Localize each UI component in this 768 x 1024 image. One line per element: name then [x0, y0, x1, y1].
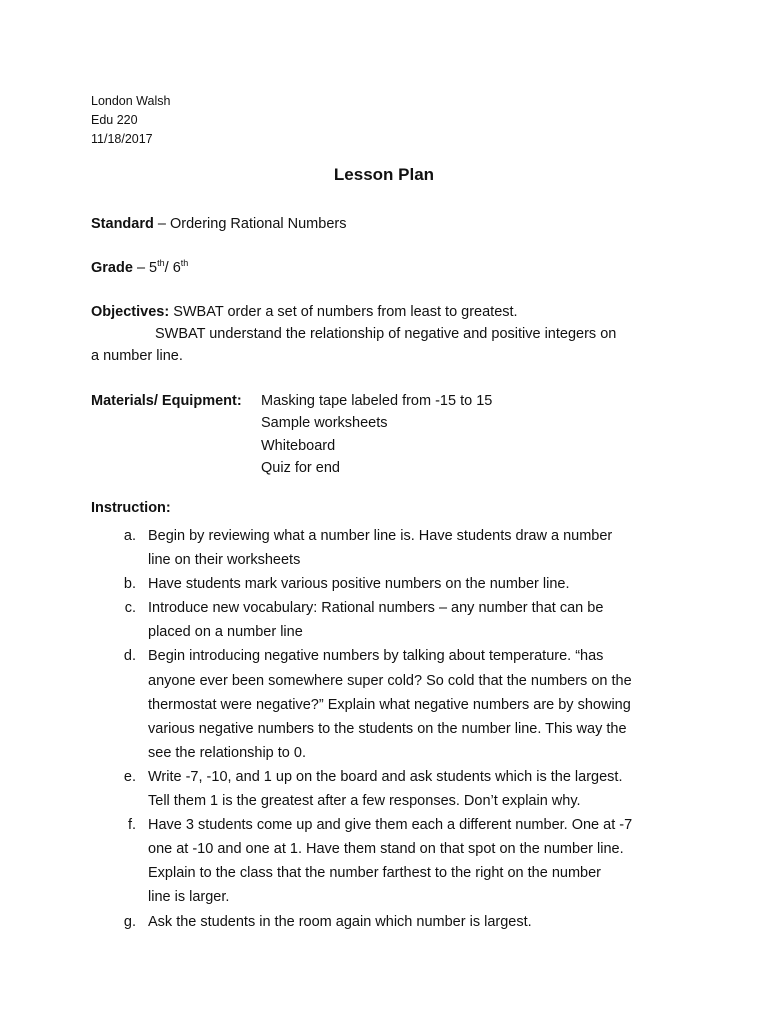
instruction-line: Begin introducing negative numbers by talking about temperature. “has [148, 648, 604, 665]
grade-line [91, 257, 188, 279]
objective-2-part-2: a number line. [91, 348, 183, 364]
instruction-text [136, 813, 691, 909]
objectives-line-1 [91, 301, 518, 323]
material-item: Whiteboard [261, 437, 336, 454]
instruction-line: Have 3 students come up and give them each a different number. One at -7 [148, 817, 633, 834]
instruction-text [136, 524, 691, 572]
material-item: Masking tape labeled from -15 to 15 [261, 393, 493, 409]
page-title: Lesson Plan [333, 165, 435, 184]
instruction-item [91, 765, 691, 813]
grade-second-number: 6 [172, 260, 181, 276]
instruction-letter: c. [124, 600, 136, 617]
instruction-letter: d. [123, 648, 136, 665]
grade-slash: / [164, 260, 173, 276]
instruction-line: various negative numbers to the students on the number line. This way the [148, 720, 627, 737]
instruction-label: Instruction: [91, 500, 171, 516]
instruction-line: anyone ever been somewhere super cold? So cold that the numbers on the [148, 672, 632, 689]
instruction-line: line on their worksheets [148, 552, 301, 569]
header-info [91, 92, 170, 149]
instruction-line: Explain to the class that the number farthest to the right on the number [148, 865, 601, 882]
materials-label-line [91, 390, 242, 412]
materials-label: Materials/ Equipment: [91, 393, 242, 409]
grade-separator: – [132, 260, 150, 276]
instruction-item [91, 910, 691, 934]
standard-separator: – [153, 216, 170, 232]
standard-line [91, 213, 346, 235]
grade-first-number: 5 [149, 260, 158, 276]
grade-label: Grade [91, 260, 133, 276]
instruction-letter: b. [123, 576, 136, 593]
instruction-text [136, 910, 691, 934]
standard-label: Standard [91, 216, 154, 232]
instruction-text [136, 572, 691, 596]
instruction-line: Write -7, -10, and 1 up on the board and ask students which is the largest. [148, 768, 623, 785]
instruction-line: Tell them 1 is the greatest after a few responses. Don’t explain why. [148, 793, 581, 810]
objectives-line-3 [91, 345, 183, 367]
course-name: Edu 220 [91, 113, 138, 127]
instruction-line: Ask the students in the room again which number is largest. [148, 913, 532, 930]
material-item: Sample worksheets [261, 415, 388, 432]
instruction-item [91, 644, 691, 764]
standard-value: Ordering Rational Numbers [169, 216, 347, 232]
instruction-letter: g. [123, 913, 136, 930]
materials-list [261, 390, 492, 479]
objective-1: SWBAT order a set of numbers from least to greatest. [173, 304, 518, 320]
instruction-line: Begin by reviewing what a number line is. Have students draw a number [148, 528, 613, 544]
instruction-text [136, 765, 691, 813]
instruction-line: one at -10 and one at 1. Have them stand on that spot on the number line. [148, 841, 624, 858]
objectives-label: Objectives: [91, 304, 170, 320]
objectives-line-2 [155, 323, 616, 345]
instruction-item [91, 572, 691, 596]
instruction-item [91, 813, 691, 909]
material-item: Quiz for end [261, 459, 340, 476]
instruction-letter: f. [127, 817, 136, 834]
instruction-text [136, 596, 691, 644]
instruction-item [91, 524, 691, 572]
instruction-line: line is larger. [148, 889, 230, 906]
grade-second-ordinal: th [180, 258, 189, 269]
instruction-line: placed on a number line [148, 624, 303, 641]
instruction-list [91, 524, 691, 934]
author-name: London Walsh [91, 94, 171, 108]
instruction-line: Have students mark various positive numbers on the number line. [148, 576, 570, 593]
objective-2-part-1: SWBAT understand the relationship of negative and positive integers on [155, 326, 617, 342]
instruction-line: see the relationship to 0. [148, 744, 306, 761]
instruction-line: Introduce new vocabulary: Rational numbers – any number that can be [148, 600, 604, 617]
instruction-letter: e. [123, 768, 136, 785]
instruction-text [136, 644, 691, 764]
instruction-line: thermostat were negative?” Explain what negative numbers are by showing [148, 696, 631, 713]
instruction-letter: a. [123, 528, 136, 544]
document-date: 11/18/2017 [91, 132, 153, 146]
instruction-item [91, 596, 691, 644]
grade-first-ordinal: th [157, 258, 165, 269]
